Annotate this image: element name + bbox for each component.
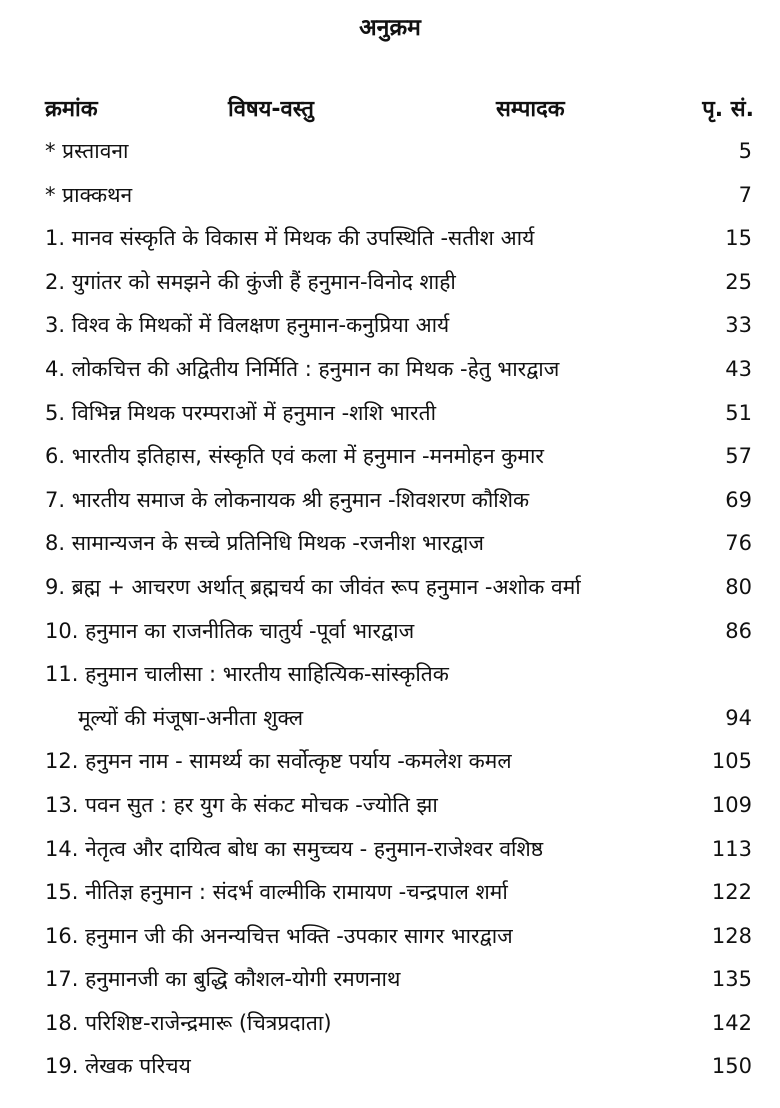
toc-entry: [0, 304, 780, 348]
header-subject: विषय-वस्तु: [228, 97, 314, 122]
toc-entry: [0, 871, 780, 915]
toc-entry: [0, 479, 780, 523]
entry-title: 2. युगांतर को समझने की कुंजी हैं हनुमान-विनोद शाही: [45, 269, 456, 294]
entry-page-number: 51: [725, 400, 752, 425]
toc-entry: [0, 217, 780, 261]
toc-entry: [0, 740, 780, 784]
entry-page-number: 122: [711, 880, 752, 905]
entry-page-number: 128: [711, 923, 752, 948]
entry-page-number: 80: [725, 574, 752, 599]
toc-entry: [0, 348, 780, 392]
header-page: पृ. सं.: [702, 97, 754, 122]
toc-entry: [0, 958, 780, 1002]
entry-title: 3. विश्व के मिथकों में विलक्षण हनुमान-कनुप्रिया आर्य: [45, 313, 450, 338]
toc-entry: [0, 435, 780, 479]
entry-title: * प्रस्तावना: [45, 139, 129, 163]
entry-title: 12. हनुमन नाम - सामर्थ्य का सर्वोत्कृष्ट पर्याय -कमलेश कमल: [45, 749, 512, 774]
toc-entry: [0, 392, 780, 436]
entry-page-number: 109: [711, 792, 752, 817]
toc-entry: [0, 130, 780, 174]
entry-page-number: 5: [738, 139, 752, 163]
contents-list: [0, 130, 780, 1089]
toc-entry: [0, 522, 780, 566]
entry-title: 14. नेतृत्व और दायित्व बोध का समुच्चय - हनुमान-राजेश्वर वशिष्ठ: [45, 836, 544, 861]
toc-entry: [0, 1002, 780, 1046]
entry-page-number: 76: [725, 531, 752, 556]
toc-entry: [0, 174, 780, 218]
entry-page-number: 7: [738, 182, 752, 207]
entry-title: 6. भारतीय इतिहास, संस्कृति एवं कला में हनुमान -मनमोहन कुमार: [45, 444, 544, 469]
entry-title: 15. नीतिज्ञ हनुमान : संदर्भ वाल्मीकि रामायण -चन्द्रपाल शर्मा: [45, 880, 508, 905]
entry-title: 9. ब्रह्म + आचरण अर्थात् ब्रह्मचर्य का जीवंत रूप हनुमान -अशोक वर्मा: [45, 574, 581, 599]
toc-entry: [0, 566, 780, 610]
entry-title: 11. हनुमान चालीसा : भारतीय साहित्यिक-सांस्कृतिक: [45, 662, 449, 687]
toc-entry: [0, 828, 780, 872]
entry-title: 18. परिशिष्ट-राजेन्द्रमारू (चित्रप्रदाता): [45, 1010, 332, 1035]
entry-page-number: 33: [725, 313, 752, 338]
entry-title: 5. विभिन्न मिथक परम्पराओं में हनुमान -शशि भारती: [45, 400, 437, 425]
toc-entry: [0, 1045, 780, 1089]
entry-page-number: 15: [725, 226, 752, 251]
entry-title: 16. हनुमान जी की अनन्यचित्त भक्ति -उपकार सागर भारद्वाज: [45, 923, 513, 948]
entry-title: 7. भारतीय समाज के लोकनायक श्री हनुमान -शिवशरण कौशिक: [45, 487, 530, 512]
toc-entry: [0, 261, 780, 305]
toc-entry: [0, 653, 780, 697]
page-title: अनुक्रम: [359, 15, 421, 41]
entry-page-number: 25: [725, 269, 752, 294]
entry-title: 1. मानव संस्कृति के विकास में मिथक की उपस्थिति -सतीश आर्य: [45, 226, 535, 251]
header-serial: क्रमांक: [45, 97, 98, 122]
entry-title: 17. हनुमानजी का बुद्धि कौशल-योगी रमणनाथ: [45, 967, 401, 992]
table-header: [0, 88, 780, 132]
entry-title: 19. लेखक परिचय: [45, 1054, 191, 1079]
entry-page-number: 94: [725, 705, 752, 730]
entry-page-number: 150: [711, 1054, 752, 1079]
entry-title: * प्राक्कथन: [45, 182, 133, 207]
entry-title: 8. सामान्यजन के सच्चे प्रतिनिधि मिथक -रजनीश भारद्वाज: [45, 531, 484, 556]
entry-page-number: 43: [725, 356, 752, 381]
entry-page-number: 105: [711, 749, 752, 774]
toc-entry: [0, 784, 780, 828]
entry-title: 4. लोकचित्त की अद्वितीय निर्मिति : हनुमान का मिथक -हेतु भारद्वाज: [45, 356, 560, 381]
entry-title-continued: मूल्यों की मंजूषा-अनीता शुक्ल: [78, 705, 304, 730]
entry-page-number: 135: [711, 967, 752, 992]
header-editor: सम्पादक: [496, 97, 565, 122]
entry-page-number: 113: [711, 836, 752, 861]
entry-page-number: 57: [725, 444, 752, 469]
toc-entry: [0, 915, 780, 959]
entry-page-number: 86: [725, 618, 752, 643]
entry-title: 13. पवन सुत : हर युग के संकट मोचक -ज्योति झा: [45, 792, 438, 817]
entry-title: 10. हनुमान का राजनीतिक चातुर्य -पूर्वा भारद्वाज: [45, 618, 415, 643]
entry-page-number: 142: [711, 1010, 752, 1035]
toc-entry: [0, 610, 780, 654]
entry-page-number: 69: [725, 487, 752, 512]
toc-entry-continuation: [0, 697, 780, 741]
